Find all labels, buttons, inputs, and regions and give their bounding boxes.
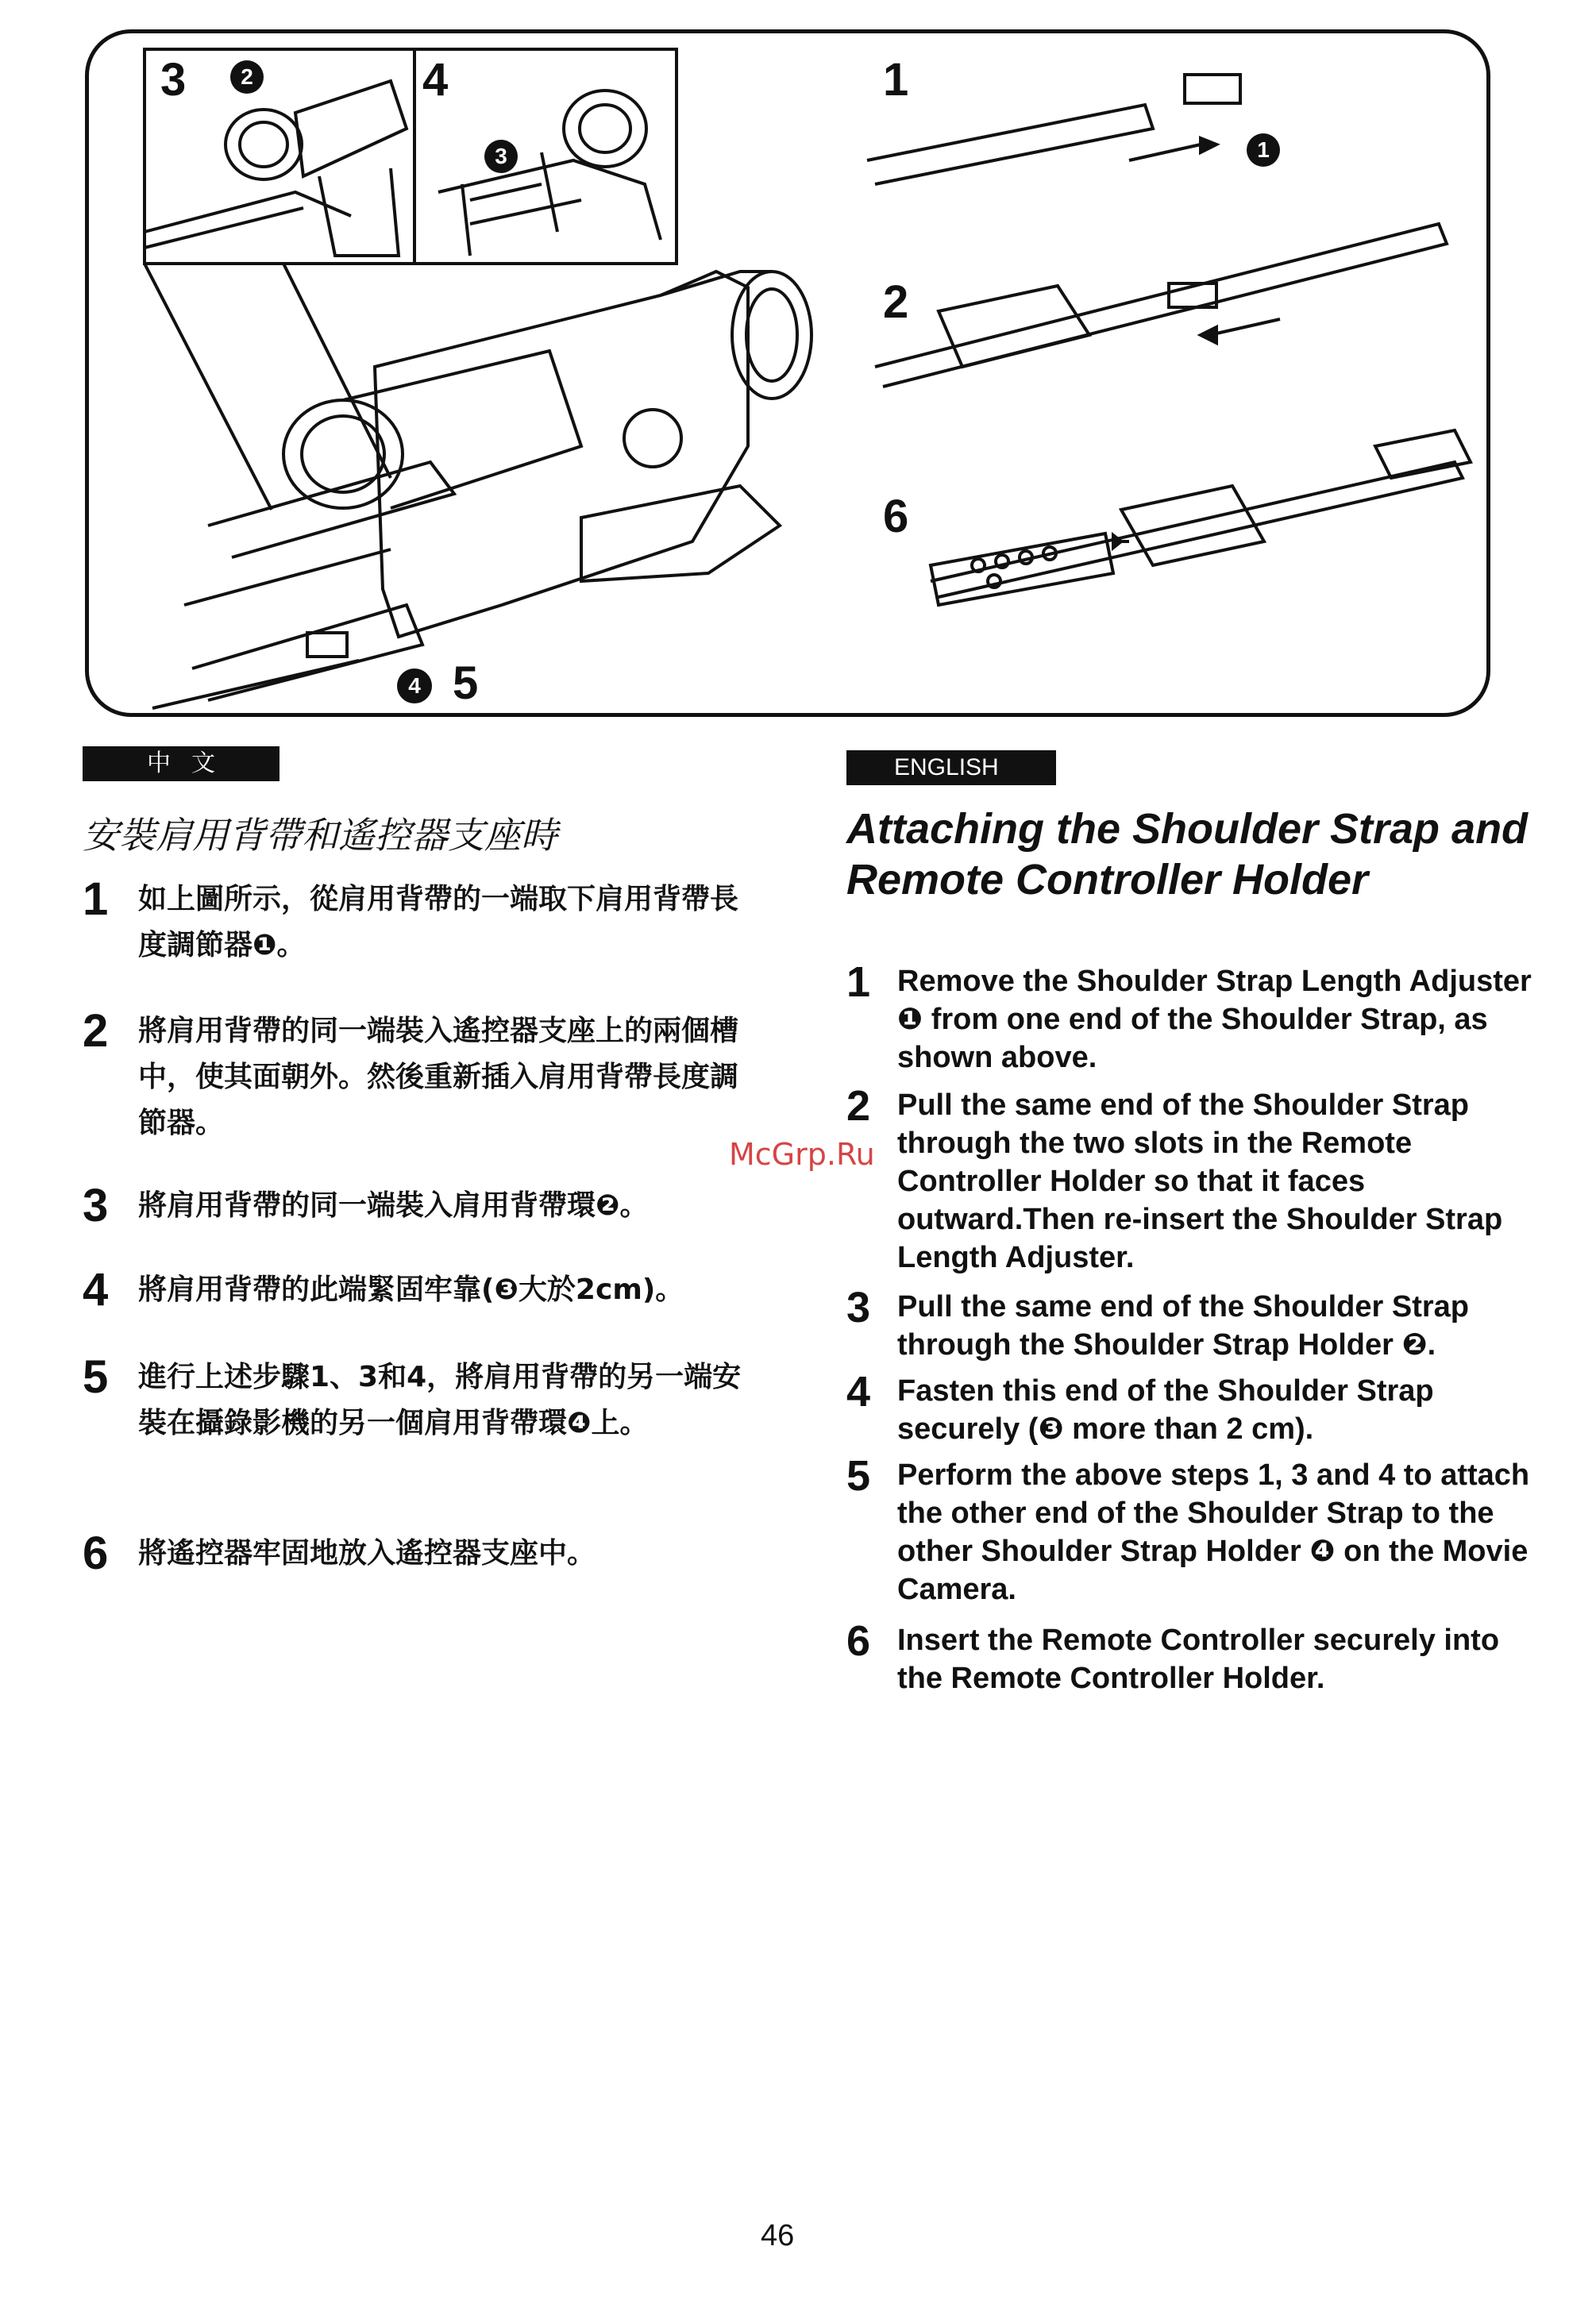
step-number: 3 (846, 1284, 871, 1331)
chinese-title: 安裝肩用背帶和遙控器支座時 (83, 814, 557, 857)
callout-step-5: 5 (453, 657, 479, 709)
step-text: 將肩用背帶的同一端裝入肩用背帶環❷。 (138, 1189, 649, 1222)
step-text: 如上圖所示，從肩用背帶的一端取下肩用背帶長度調節器❶。 (138, 883, 739, 961)
badge-2-icon: 2 (230, 60, 264, 94)
callout-step-3: 3 (160, 54, 187, 106)
watermark: McGrp.Ru (729, 1137, 875, 1172)
inset-step-4 (414, 49, 677, 264)
step-number: 5 (846, 1452, 871, 1500)
step-text: Remove the Shoulder Strap Length Adjuster ❶ from one end of the Shoulder Strap, as shown above. (897, 965, 1532, 1074)
step-number: 1 (83, 873, 109, 925)
english-title: Attaching the Shoulder Strap and Remote Controller Holder (846, 805, 1529, 903)
step-number: 2 (83, 1005, 109, 1057)
step-number: 3 (83, 1180, 109, 1231)
badge-3-icon: 3 (484, 140, 518, 173)
step-text: 將肩用背帶的此端緊固牢靠(❸大於2cm)。 (138, 1273, 684, 1306)
step-text: Pull the same end of the Shoulder Strap through the two slots in the Remote Controller Holder so that it faces outward.Then re-insert the Shoulder Strap Length Adjuster. (897, 1088, 1503, 1274)
step-number: 2 (846, 1082, 871, 1130)
step-number: 6 (846, 1617, 871, 1665)
callout-step-4: 4 (422, 54, 449, 106)
step-text: Pull the same end of the Shoulder Strap through the Shoulder Strap Holder ❷. (897, 1290, 1469, 1362)
callout-step-6: 6 (883, 491, 909, 542)
badge-1-icon: 1 (1247, 133, 1280, 167)
illustration-frame (85, 29, 1490, 717)
camera-strap-illustration (89, 33, 1494, 721)
step-text: Fasten this end of the Shoulder Strap securely (❸ more than 2 cm). (897, 1374, 1434, 1446)
step-number: 4 (83, 1264, 109, 1316)
step-text: 將遙控器牢固地放入遙控器支座中。 (138, 1537, 596, 1570)
step-number: 1 (846, 958, 871, 1006)
step-text: Perform the above steps 1, 3 and 4 to attach the other end of the Shoulder Strap to the other Shoulder Strap Holder ❹ on the Movie Camera. (897, 1458, 1530, 1606)
step-text: 將肩用背帶的同一端裝入遙控器支座上的兩個槽中，使其面朝外。然後重新插入肩用背帶長度調節器。 (138, 1015, 739, 1139)
callout-step-2: 2 (883, 276, 909, 328)
step-text: Insert the Remote Controller securely into the Remote Controller Holder. (897, 1624, 1500, 1695)
callout-step-1: 1 (883, 54, 909, 106)
step-number: 6 (83, 1528, 109, 1579)
chinese-label: 中文 (83, 746, 279, 781)
page-number: 46 (761, 2219, 795, 2252)
step-text: 進行上述步驟1、3和4，將肩用背帶的另一端安裝在攝錄影機的另一個肩用背帶環❹上。 (138, 1361, 742, 1439)
step-number: 4 (846, 1368, 871, 1416)
badge-4-icon: 4 (397, 668, 432, 703)
step-number: 5 (83, 1351, 109, 1403)
english-label: ENGLISH (846, 750, 1056, 785)
